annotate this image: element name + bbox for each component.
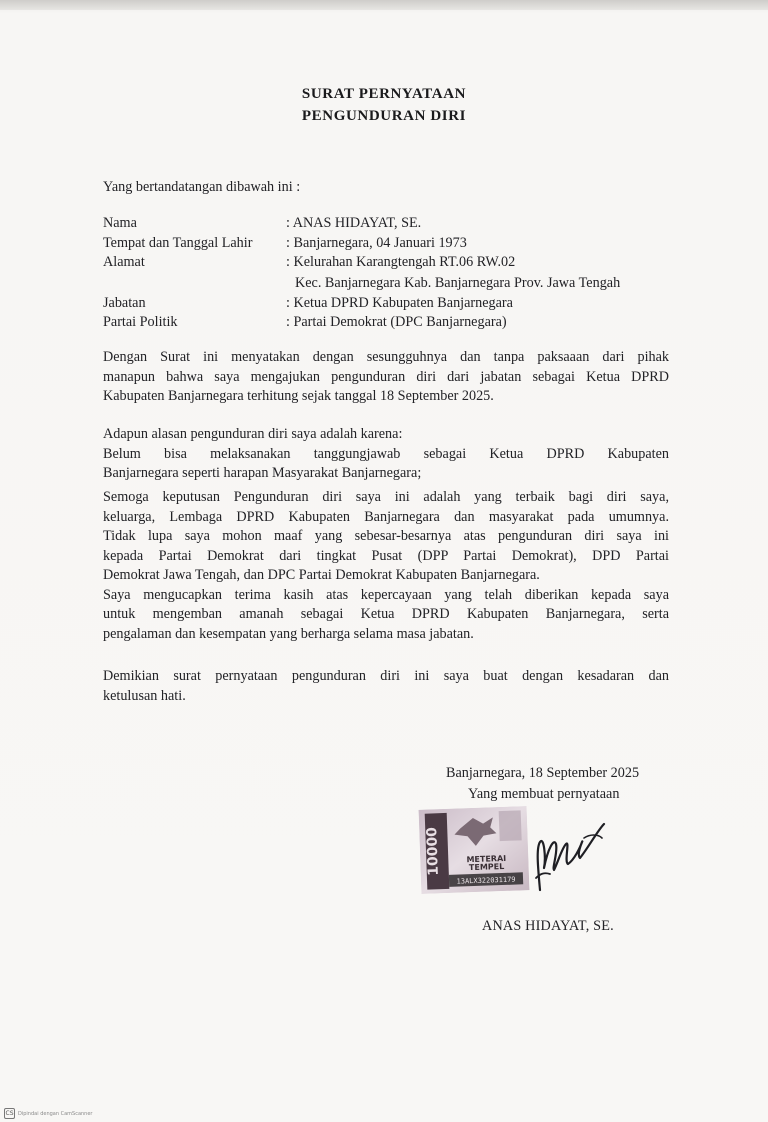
paragraph-line: Belum bisa melaksanakan tanggungjawab sebagai Ketua DPRD Kabupaten [103,445,669,462]
signature-role: Yang membuat pernyataan [468,786,620,802]
paragraph-line: Tidak lupa saya mohon maaf yang sebesar-besarnya atas pengunduran diri saya ini [103,528,669,544]
paragraph-line: keluarga, Lembaga DPRD Kabupaten Banjarnegara dan masyarakat pada umumnya. [103,508,669,525]
scan-top-edge [0,0,768,10]
camscanner-logo-icon: CS [5,1110,14,1117]
stamp-label-tempel: TEMPEL [468,861,505,873]
paragraph-line: Adapun alasan pengunduran diri saya adalah karena: [103,426,403,442]
paragraph-line: Semoga keputusan Pengunduran diri saya ini adalah yang terbaik bagi diri saya, [103,489,669,505]
paragraph-line: pengalaman dan kesempatan yang berharga selama masa jabatan. [103,625,474,642]
signature-place-date: Banjarnegara, 18 September 2025 [446,765,640,781]
scanner-watermark-text: Dipindai dengan CamScanner [18,1111,93,1117]
identity-value-address-line2: Kec. Banjarnegara Kab. Banjarnegara Prov. Jawa Tengah [295,275,621,291]
scanner-watermark [4,1108,93,1119]
identity-label-birth: Tempat dan Tanggal Lahir [103,235,253,251]
final-paragraph [103,667,669,706]
document-title: SURAT PERNYATAAN [301,86,467,102]
paragraph-line: ketulusan hati. [103,687,186,704]
identity-label-position: Jabatan [103,295,146,311]
paragraph-line: untuk mengemban amanah sebagai Ketua DPRD Kabupaten Banjarnegara, serta [103,606,669,622]
stamp-serial: 13ALX322031179 [456,875,516,886]
statement-paragraph [103,348,669,407]
identity-label-party: Partai Politik [103,314,178,330]
identity-value-birth: : Banjarnegara, 04 Januari 1973 [286,235,467,251]
paragraph-line: kepada Partai Demokrat dari tingkat Pusat (DPP Partai Demokrat), DPD Partai [103,547,669,564]
paragraph-line: Kabupaten Banjarnegara terhitung sejak tanggal 18 September 2025. [103,388,494,404]
signature-name: ANAS HIDAYAT, SE. [482,918,614,934]
paragraph-line: Banjarnegara seperti harapan Masyarakat Banjarnegara; [103,465,422,481]
paragraph-line: Saya mengucapkan terima kasih atas kepercayaan yang telah diberikan kepada saya [103,586,669,603]
identity-value-address: : Kelurahan Karangtengah RT.06 RW.02 [286,254,516,270]
identity-value-party: : Partai Demokrat (DPC Banjarnegara) [286,314,507,330]
handwritten-signature-icon [500,808,610,900]
stamp-value-text: 10000 [424,826,442,877]
closing-paragraph [103,488,669,644]
identity-value-position: : Ketua DPRD Kabupaten Banjarnegara [286,295,513,311]
opening-line: Yang bertandatangan dibawah ini : [103,179,301,195]
stamp-label-meterai: METERAI [466,853,507,865]
paragraph-line: Demikian surat pernyataan pengunduran diri ini saya buat dengan kesadaran dan [103,668,669,684]
identity-label-address: Alamat [103,254,145,270]
paragraph-line: Dengan Surat ini menyatakan dengan sesungguhnya dan tanpa paksaaan dari pihak [103,349,669,365]
paragraph-line: manapun bahwa saya mengajukan pengunduran diri dari jabatan sebagai Ketua DPRD [103,368,669,385]
identity-label-name: Nama [103,215,137,231]
reason-paragraph [103,425,669,484]
identity-value-name: : ANAS HIDAYAT, SE. [286,215,422,231]
document-subtitle: PENGUNDURAN DIRI [301,108,467,124]
paragraph-line: Demokrat Jawa Tengah, dan DPC Partai Demokrat Kabupaten Banjarnegara. [103,567,540,583]
